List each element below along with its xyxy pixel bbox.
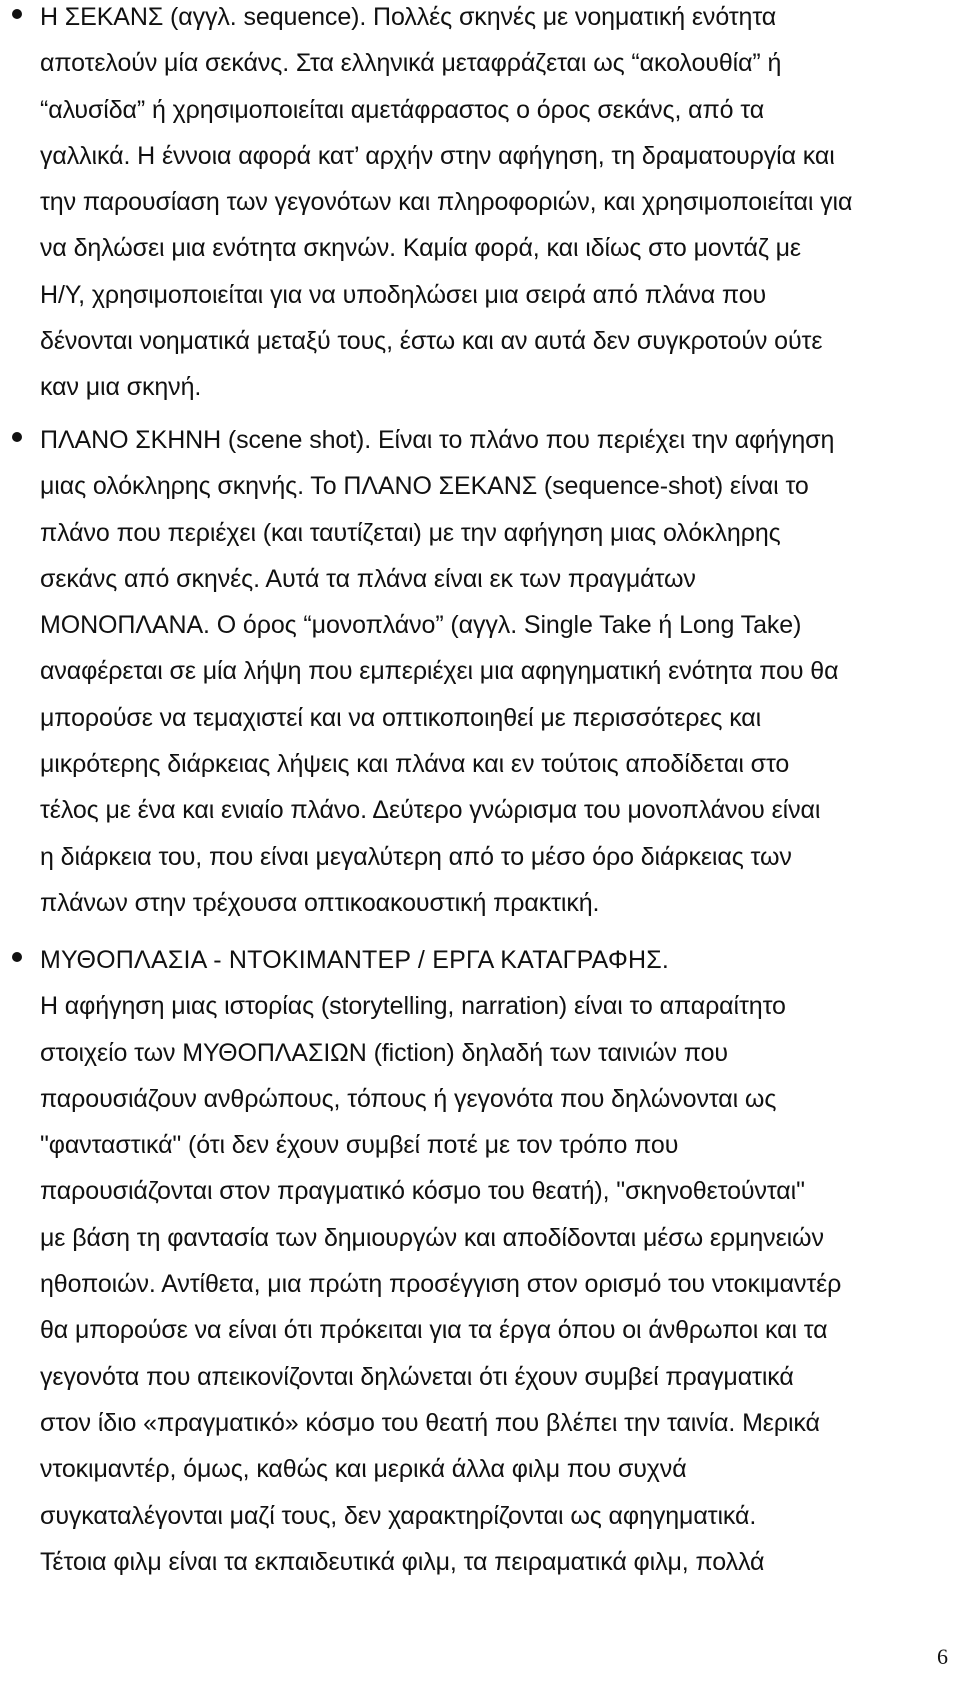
text-line: αποτελούν μία σεκάνς. Στα ελληνικά μεταφράζεται ως “ακολουθία” ή	[40, 49, 782, 78]
text-line: θα μπορούσε να είναι ότι πρόκειται για τα έργα όπου οι άνθρωποι και τα	[40, 1316, 828, 1345]
text-line: πλάνο που περιέχει (και ταυτίζεται) με την αφήγηση μιας ολόκληρης	[40, 518, 781, 547]
list-item-scene-shot	[40, 417, 944, 926]
text-line: παρουσιάζονται στον πραγματικό κόσμο του θεατή), "σκηνοθετούνται"	[40, 1177, 805, 1206]
text-line: "φανταστικά" (ότι δεν έχουν συμβεί ποτέ με τον τρόπο που	[40, 1131, 679, 1160]
section-heading: ΜΥΘΟΠΛΑΣΙΑ - ΝΤΟΚΙΜΑΝΤΕΡ / ΕΡΓΑ ΚΑΤΑΓΡΑΦΗΣ.	[40, 946, 670, 974]
list-item-sequence	[40, 0, 944, 411]
text-line: συγκαταλέγονται μαζί τους, δεν χαρακτηρίζονται ως αφηγηματικά.	[40, 1501, 757, 1530]
text-line: την παρουσίαση των γεγονότων και πληροφοριών, και χρησιμοποιείται για	[40, 188, 853, 217]
text-line: γαλλικά. Η έννοια αφορά κατ’ αρχήν στην αφήγηση, τη δραματουργία και	[40, 141, 835, 170]
text-line: πλάνων στην τρέχουσα οπτικοακουστική πρακτική.	[40, 888, 600, 917]
list-item-fiction-documentary	[40, 937, 944, 1585]
text-line: Η ΣΕΚΑΝΣ (αγγλ. sequence). Πολλές σκηνές με νοηματική ενότητα	[40, 3, 777, 31]
text-line: “αλυσίδα” ή χρησιμοποιείται αμετάφραστος ο όρος σεκάνς, από τα	[40, 95, 765, 124]
bullet-icon	[12, 432, 22, 442]
text-line: Τέτοια φιλμ είναι τα εκπαιδευτικά φιλμ, τα πειραματικά φιλμ, πολλά	[40, 1547, 765, 1576]
text-line: μιας ολόκληρης σκηνής. Το ΠΛΑΝΟ ΣΕΚΑΝΣ (sequence-shot) είναι το	[40, 472, 809, 501]
text-line: αναφέρεται σε μία λήψη που εμπεριέχει μια αφηγηματική ενότητα που θα	[40, 657, 839, 686]
text-line: στοιχείο των ΜΥΘΟΠΛΑΣΙΩΝ (fiction) δηλαδή των ταινιών που	[40, 1038, 728, 1067]
text-line: ΠΛΑΝΟ ΣΚΗΝΗ (scene shot). Είναι το πλάνο που περιέχει την αφήγηση	[40, 426, 835, 454]
text-line: Η/Υ, χρησιμοποιείται για να υποδηλώσει μια σειρά από πλάνα που	[40, 280, 767, 309]
text-line: στον ίδιο «πραγματικό» κόσμο του θεατή που βλέπει την ταινία. Μερικά	[40, 1408, 820, 1437]
bullet-icon	[12, 9, 22, 19]
text-line: παρουσιάζουν ανθρώπους, τόπους ή γεγονότα που δηλώνονται ως	[40, 1084, 777, 1113]
text-line: ηθοποιών. Αντίθετα, μια πρώτη προσέγγιση στον ορισμό του ντοκιμαντέρ	[40, 1270, 842, 1299]
text-line: γεγονότα που απεικονίζονται δηλώνεται ότι έχουν συμβεί πραγματικά	[40, 1362, 794, 1391]
text-line: Η αφήγηση μιας ιστορίας (storytelling, narration) είναι το απαραίτητο	[40, 992, 786, 1021]
text-line: με βάση τη φαντασία των δημιουργών και αποδίδονται μέσω ερμηνειών	[40, 1223, 824, 1252]
text-line: σεκάνς από σκηνές. Αυτά τα πλάνα είναι εκ των πραγμάτων	[40, 564, 696, 593]
text-line: ντοκιμαντέρ, όμως, καθώς και μερικά άλλα φιλμ που συχνά	[40, 1455, 687, 1484]
text-line: τέλος με ένα και ενιαίο πλάνο. Δεύτερο γνώρισμα του μονοπλάνου είναι	[40, 796, 821, 825]
text-line: δένονται νοηματικά μεταξύ τους, έστω και αν αυτά δεν συγκροτούν ούτε	[40, 327, 823, 356]
text-line: να δηλώσει μια ενότητα σκηνών. Καμία φορά, και ιδίως στο μοντάζ με	[40, 234, 801, 263]
text-line: ΜΟΝΟΠΛΑΝΑ. Ο όρος “μονοπλάνο” (αγγλ. Single Take ή Long Take)	[40, 611, 802, 640]
bullet-icon	[12, 952, 22, 962]
text-line: καν μια σκηνή.	[40, 373, 202, 402]
text-line: η διάρκεια του, που είναι μεγαλύτερη από το μέσο όρο διάρκειας των	[40, 842, 792, 871]
page-number: 6	[937, 1644, 948, 1669]
text-line: μικρότερης διάρκειας λήψεις και πλάνα και εν τούτοις αποδίδεται στο	[40, 750, 790, 779]
text-line: μπορούσε να τεμαχιστεί και να οπτικοποιηθεί με περισσότερες και	[40, 703, 762, 732]
